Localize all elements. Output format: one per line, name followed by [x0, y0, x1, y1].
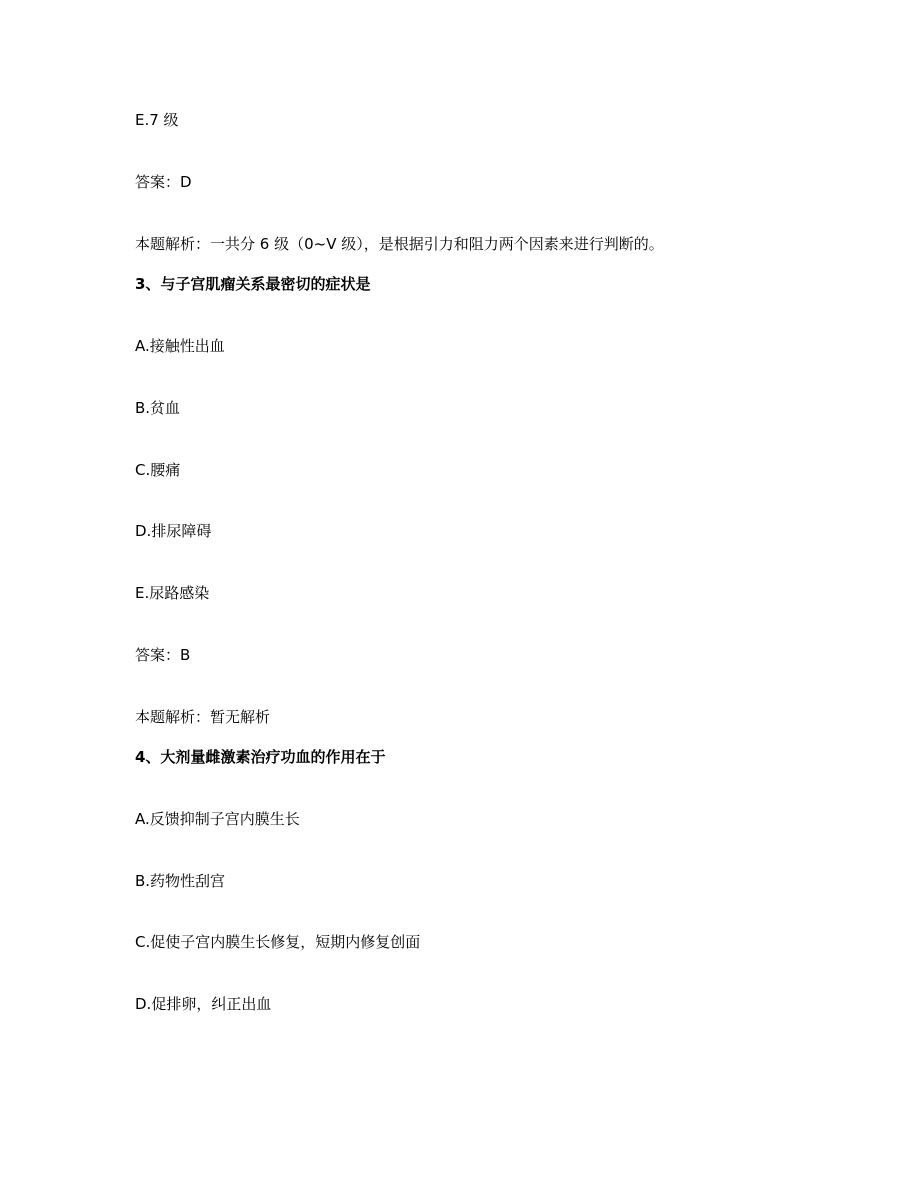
explanation-q2: 本题解析：一共分 6 级（0~V 级），是根据引力和阻力两个因素来进行判断的。: [135, 235, 664, 253]
question-3: 3、与子宫肌瘤关系最密切的症状是: [135, 275, 371, 293]
option-b-q4: B.药物性刮宫: [135, 872, 226, 890]
answer-q3: 答案：B: [135, 646, 191, 664]
option-a-q3: A.接触性出血: [135, 337, 225, 355]
option-a-q4: A.反馈抑制子宫内膜生长: [135, 810, 300, 828]
option-d-q4: D.促排卵，纠正出血: [135, 995, 272, 1013]
option-c-q4: C.促使子宫内膜生长修复，短期内修复创面: [135, 933, 421, 951]
option-d-q3: D.排尿障碍: [135, 522, 212, 540]
option-e-q3: E.尿路感染: [135, 584, 210, 602]
answer-q2: 答案：D: [135, 173, 192, 191]
option-c-q3: C.腰痛: [135, 461, 181, 479]
question-4: 4、大剂量雌激素治疗功血的作用在于: [135, 748, 386, 766]
option-b-q3: B.贫血: [135, 399, 181, 417]
explanation-q3: 本题解析：暂无解析: [135, 708, 271, 726]
option-e-q2: E.7 级: [135, 111, 179, 129]
